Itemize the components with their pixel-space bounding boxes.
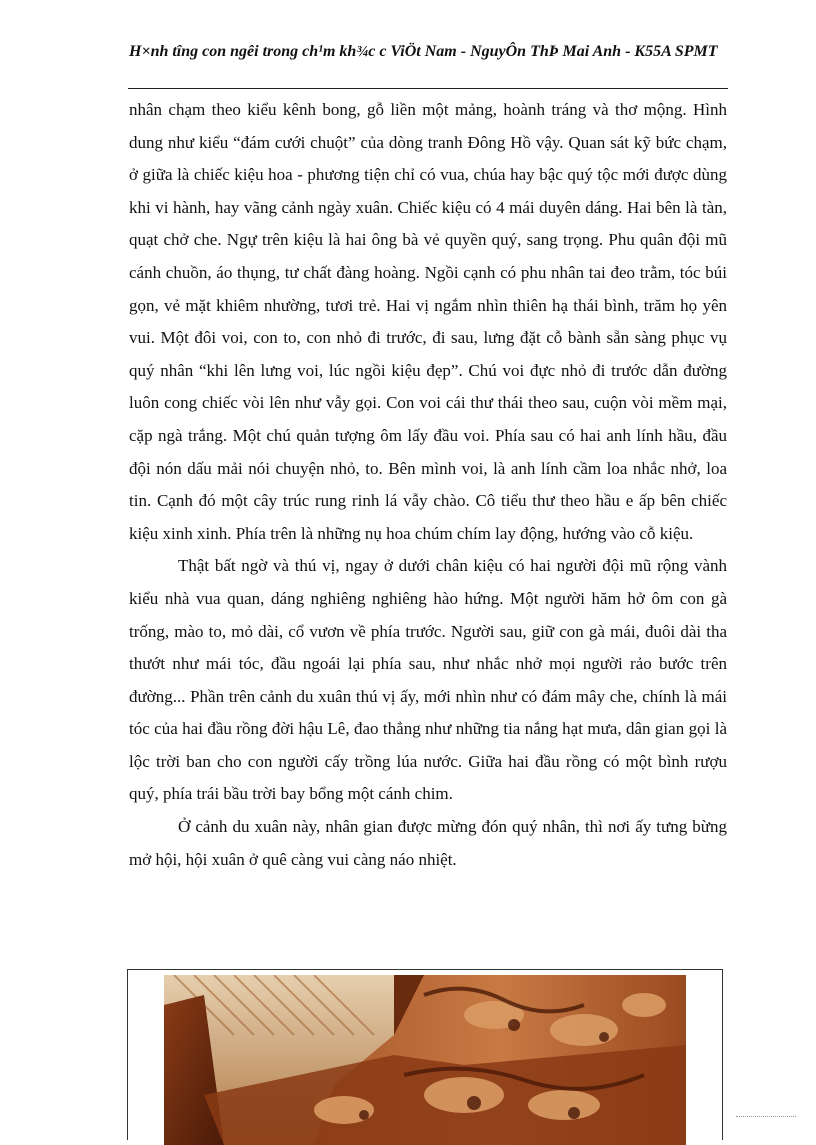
margin-marker: [736, 1116, 796, 1117]
paragraph: Thật bất ngờ và thú vị, ngay ở dưới chân kiệu có hai người đội mũ rộng vành kiểu nhà vua quan, dáng nghiêng nghiêng hào hứng. Một người hăm hở ôm con gà trống, mào to, mỏ dài, cổ vươn về phía trước. Người sau, giữ con gà mái, đuôi dài tha thướt như mái tóc, đầu ngoái lại phía sau, như nhắc nhở mọi người rảo bước trên đường... Phần trên cảnh du xuân thú vị ấy, mới nhìn như có đám mây che, chính là mái tóc của hai đầu rồng đời hậu Lê, đao thẳng như những tia nắng hạt mưa, dân gian gọi là lộc trời ban cho con người cấy trồng lúa nước. Giữa hai đầu rồng có một bình rượu quý, phía trái bầu trời bay bổng một cánh chim.: [129, 556, 727, 804]
wood-carving-photo: [164, 975, 686, 1145]
paragraph: nhân chạm theo kiểu kênh bong, gỗ liền một mảng, hoành tráng và thơ mộng. Hình dung như kiểu “đám cưới chuột” của dòng tranh Đông Hồ vậy. Quan sát kỹ bức chạm, ở giữa là chiếc kiệu hoa - phương tiện chỉ có vua, chúa hay bậc quý tộc mới được dùng khi vi hành, hay vãng cảnh ngày xuân. Chiếc kiệu có 4 mái duyên dáng. Hai bên là tàn, quạt chở che. Ngự trên kiệu là hai ông bà vẻ quyền quý, sang trọng. Phu quân đội mũ cánh chuồn, áo thụng, tư chất đàng hoàng. Ngồi cạnh có phu nhân tai đeo trằm, tóc búi gọn, vẻ mặt khiêm nhường, tươi trẻ. Hai vị ngắm nhìn thiên hạ thái bình, trăm họ yên vui. Một đôi voi, con to, con nhỏ đi trước, đi sau, lưng đặt cỗ bành sẵn sàng phục vụ quý nhân “khi lên lưng voi, lúc ngồi kiệu đẹp”. Chú voi đực nhỏ đi trước dẫn đường luôn cong chiếc vòi lên như vẫy gọi. Con voi cái thư thái theo sau, cuộn vòi mềm mại, cặp ngà trắng. Một chú quản tượng ôm lấy đầu voi. Phía sau có hai anh lính hầu, đầu đội nón dấu mải nói chuyện nhỏ, to. Bên mình voi, là anh lính cầm loa nhắc nhở, loa tin. Cạnh đó một cây trúc rung rinh lá vẫy chào. Cô tiểu thư theo hầu e ấp bên chiếc kiệu xinh xinh. Phía trên là những nụ hoa chúm chím lay động, hướng vào cỗ kiệu.: [129, 100, 727, 543]
body-text: [129, 94, 727, 876]
header-divider: [128, 88, 728, 89]
carving-illustration: [164, 975, 686, 1145]
page-header: H×nh tîng con ngêi trong ch¹m kh¾c c ViÖt Nam - NguyÔn ThÞ Mai Anh - K55A SPMT: [129, 43, 718, 60]
figure-frame: [127, 969, 723, 1140]
paragraph: Ở cảnh du xuân này, nhân gian được mừng đón quý nhân, thì nơi ấy tưng bừng mở hội, hội xuân ở quê càng vui càng náo nhiệt.: [129, 817, 727, 869]
